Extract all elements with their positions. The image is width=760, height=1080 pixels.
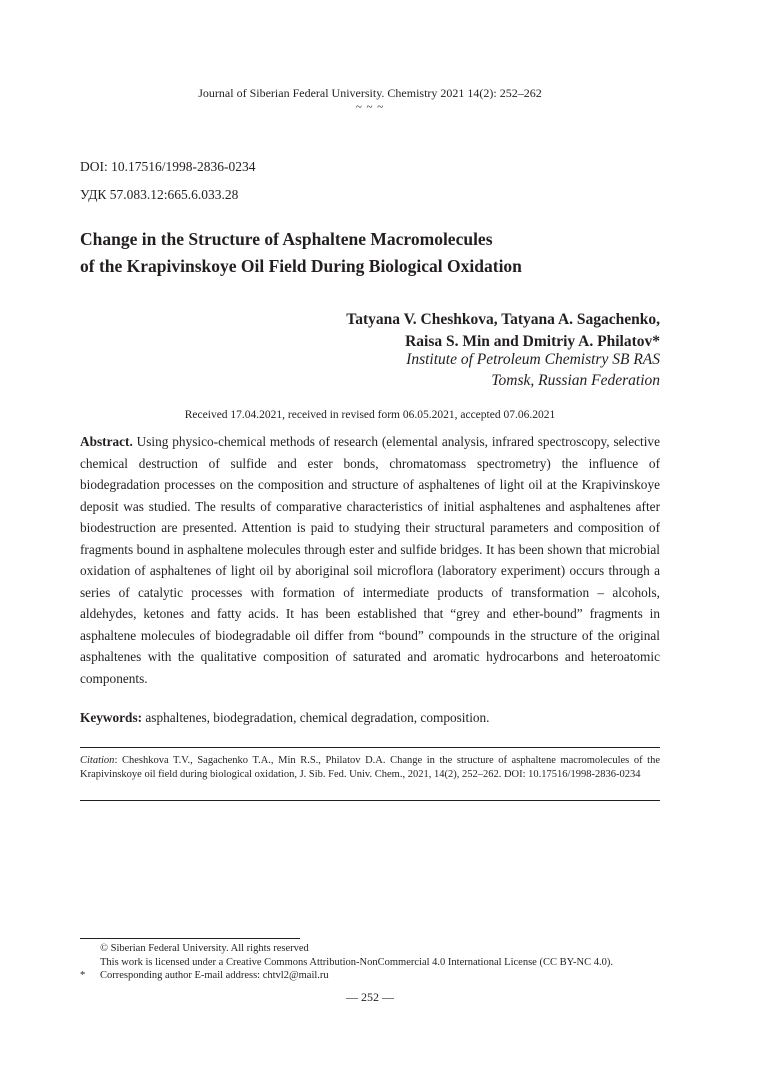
paper-title <box>80 226 680 280</box>
footnote-copyright: © Siberian Federal University. All rights reserved <box>100 943 309 954</box>
citation-text: : Cheshkova T.V., Sagachenko T.A., Min R.S., Philatov D.A. Change in the structure of asphaltene macromolecules of the Krapivinskoye oil field during biological oxidation, J. Sib. Fed. Univ. Chem., 2021, 14(2), 252–262. DOI: 10.17516/1998-2836-0234 <box>80 755 660 780</box>
abstract <box>80 431 660 689</box>
title-line-1: Change in the Structure of Asphaltene Macromolecules <box>80 229 493 249</box>
citation <box>80 754 660 781</box>
affiliation-line-1: Institute of Petroleum Chemistry SB RAS <box>406 351 660 368</box>
header-separator: ~ ~ ~ <box>355 101 385 113</box>
abstract-label: Abstract. <box>80 434 133 449</box>
keywords <box>80 710 660 726</box>
footnote-corresponding <box>80 969 680 983</box>
footnote-email: Corresponding author E-mail address: chtvl2@mail.ru <box>100 970 329 981</box>
keywords-text: asphaltenes, biodegradation, chemical degradation, composition. <box>142 710 490 725</box>
keywords-label: Keywords: <box>80 710 143 725</box>
citation-bottom-rule <box>80 800 660 801</box>
authors-line-2: Raisa S. Min and Dmitriy A. Philatov* <box>405 333 660 350</box>
title-line-2: of the Krapivinskoye Oil Field During Biological Oxidation <box>80 256 522 276</box>
affiliation <box>406 349 660 391</box>
footnote-star: * <box>80 970 86 981</box>
affiliation-line-2: Tomsk, Russian Federation <box>491 372 660 389</box>
footnotes <box>80 942 680 983</box>
doi: DOI: 10.17516/1998-2836-0234 <box>80 159 256 174</box>
authors <box>346 309 660 353</box>
page-number: — 252 — <box>346 990 394 1004</box>
citation-top-rule <box>80 747 660 748</box>
authors-line-1: Tatyana V. Cheshkova, Tatyana A. Sagachenko, <box>346 311 660 328</box>
footnote-rule <box>80 938 300 939</box>
footnote-license: This work is licensed under a Creative Commons Attribution-NonCommercial 4.0 International License (CC BY-NC 4.0). <box>100 956 613 968</box>
udk-code: УДК 57.083.12:665.6.033.28 <box>80 187 239 202</box>
journal-header: Journal of Siberian Federal University. Chemistry 2021 14(2): 252–262 <box>198 86 542 100</box>
citation-label: Citation <box>80 755 115 766</box>
received-dates: Received 17.04.2021, received in revised form 06.05.2021, accepted 07.06.2021 <box>184 409 556 421</box>
abstract-text: Using physico-chemical methods of research (elemental analysis, infrared spectroscopy, selective chemical destruction of sulfide and ester bonds, chromatomass spectrometry) the influence of biodegradation processes on the composition and structure of asphaltenes of light oil at the Krapivinskoye deposit was studied. The results of comparative characteristics of initial asphaltenes and asphaltenes after biodestruction are presented. Attention is paid to studying their structural parameters and composition of fragments bound in asphaltene molecules through ester and sulfide bridges. It has been shown that microbial oxidation of asphaltenes of light oil by aboriginal soil microflora (laboratory experiment) occurs through a series of catalytic processes with formation of intermediate products of transformation – alcohols, aldehydes, ketones and fatty acids. It has been established that “grey and ether-bound” fragments in asphaltene molecules of biodegradable oil differ from “bound” compounds in the structure of the original asphaltenes with the qualitative composition of saturated and aromatic hydrocarbons and heteroatomic components. <box>80 434 660 686</box>
